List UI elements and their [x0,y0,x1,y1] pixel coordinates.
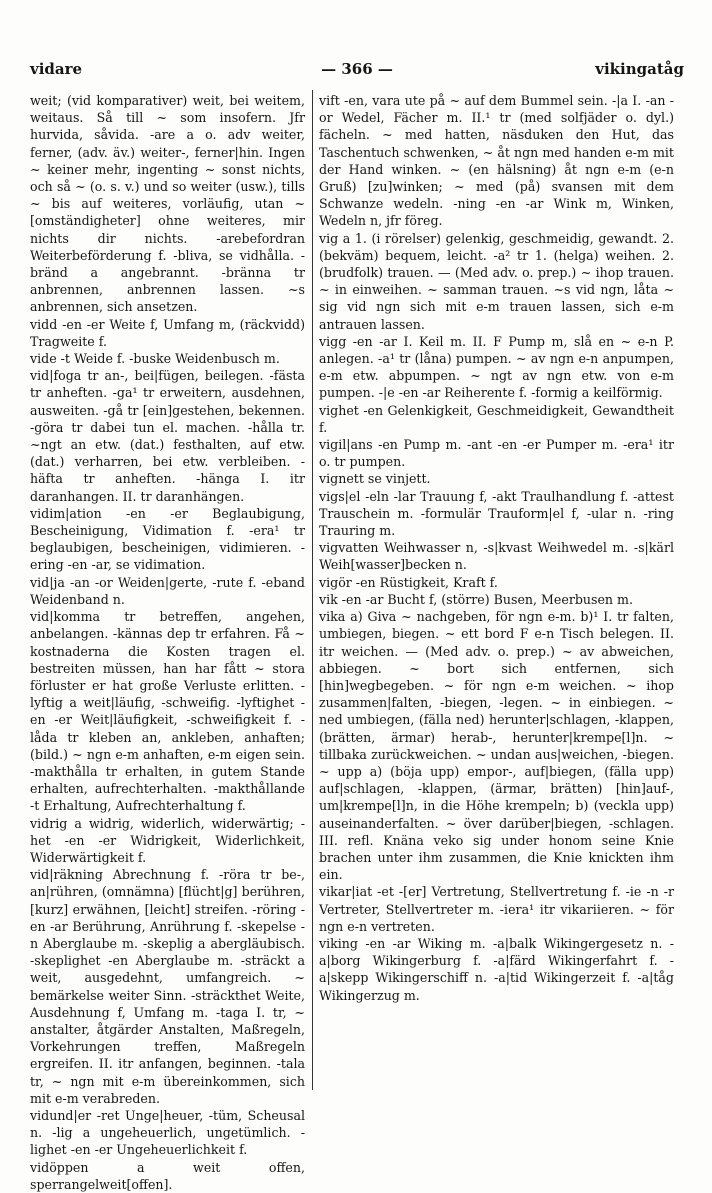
dictionary-entry: vigil|ans -en Pump m. -ant -en -er Pumper m. -era¹ itr o. tr pumpen. [319,437,674,470]
dictionary-entry: vidim|ation -en -er Beglaubigung, Bescheinigung, Vidimation f. -era¹ tr beglaubigen, bescheinigen, vidimieren. -ering -en -ar, se vidimation. [30,505,305,573]
header-left-guideword: vidare [30,60,83,78]
dictionary-entry: vid|foga tr an-, bei|fügen, beilegen. -fästa tr anheften. -ga¹ tr erweitern, ausdehnen, ausweiten. -gå tr [ein]gestehen, bekennen. -göra tr dabei tun el. machen. -hålla tr. ~ngt an etw. (dat.) festhalten, auf etw. (dat.) verharren, bei etw. verbleiben. -häfta tr anheften. -hänga I. itr daranhangen. II. tr daranhängen. [30,368,305,504]
dictionary-entry: vidd -en -er Weite f, Umfang m, (räckvidd) Tragweite f. [30,316,305,349]
dictionary-entry: vigg -en -ar I. Keil m. II. F Pump m, slå en ~ e-n P. anlegen. -a¹ tr (låna) pumpen. ~ av ngn e-n anpumpen, e-m etw. abpumpen. ~ ngt av ngn etw. von e-m pumpen. -|e -en -ar Reiherente f. -formig a keilförmig. [319,333,674,401]
dictionary-entry: vift -en, vara ute på ~ auf dem Bummel sein. -|a I. -an -or Wedel, Fächer m. II.¹ tr (med solfjäder o. dyl.) fächeln. ~ med hatten, näsduken den Hut, das Taschentuch schwenken, ~ åt ngn med handen e-m mit der Hand winken. ~ (en hälsning) åt ngn e-m (e-n Gruß) [zu]winken; ~ med (på) svansen mit dem Schwanze wedeln. -ning -en -ar Wink m, Winken, Wedeln n, jfr föreg. [319,93,674,229]
dictionary-entry: vid|räkning Abrechnung f. -röra tr be-, an|rühren, (omnämna) [flücht|g] berühren, [kurz] erwähnen, [leicht] streifen. -röring -en -ar Berührung, Anrührung f. -skepelse -n Aberglaube m. -skeplig a abergläubisch. -skeplighet -en Aberglaube m. -sträckt a weit, ausgedehnt, umfangreich. ~ bemärkelse weiter Sinn. -sträckthet Weite, Ausdehnung f, Umfang m. -taga I. tr, ~ anstalter, åtgärder Anstalten, Maßregeln, Vorkehrungen treffen, Maßregeln ergreifen. II. itr anfangen, beginnen. -tala tr, ~ ngn mit e-m übereinkommen, sich mit e-m verabreden. [30,867,305,1106]
dictionary-entry: vide -t Weide f. -buske Weidenbusch m. [30,351,280,367]
dictionary-entry: vig a 1. (i rörelser) gelenkig, geschmeidig, gewandt. 2. (bekväm) bequem, leicht. -a² tr 1. (helga) weihen. 2. (brudfolk) trauen. — (Med adv. o. prep.) ~ ihop trauen. ~ in einweihen. ~ samman trauen. ~s vid ngn, låta ~ sig vid ngn sich mit e-m trauen lassen, sich e-m antrauen lassen. [319,230,674,332]
column-divider [312,90,313,1090]
dictionary-entry: vigör -en Rüstigkeit, Kraft f. [319,574,498,590]
dictionary-entry: vik -en -ar Bucht f, (större) Busen, Meerbusen m. [319,591,633,607]
dictionary-entry: vid|komma tr betreffen, angehen, anbelangen. -kännas dep tr erfahren. Få ~ kostnaderna die Kosten tragen el. bestreiten müssen, han har fått ~ stora förluster er hat große Verluste erlitten. -lyftig a weit|läufig, -schweifig. -lyftighet -en -er Weit|läufigkeit, -schweifigkeit f. -låda tr kleben an, ankleben, anhaften; (bild.) ~ ngn e-m anhaften, e-m eigen sein. -makthålla tr erhalten, in gutem Stande erhalten, aufrechterhalten. -makthållande -t Erhaltung, Aufrechterhaltung f. [30,609,305,814]
dictionary-entry: vigvatten Weihwasser n, -s|kvast Weihwedel m. -s|kärl Weih[wasser]becken n. [319,540,674,573]
page-header [30,60,684,84]
dictionary-entry: vidund|er -ret Unge|heuer, -tüm, Scheusal n. -lig a ungeheuerlich, ungetümlich. -lighet -en -er Ungeheuerlichkeit f. [30,1107,305,1158]
dictionary-entry: weit; (vid komparativer) weit, bei weitem, weitaus. Så till ~ som insofern. Jfr hurvida, såvida. -are a o. adv weiter, ferner, (adv. äv.) weiter-, ferner|hin. Ingen ~ keiner mehr, ingenting ~ sonst nichts, och så ~ (o. s. v.) und so weiter (usw.), tills ~ bis auf weiteres, vorläufig, utan ~ [omständigheter] ohne weiteres, mir nichts dir nichts. -arebefordran Weiterbeförderung f. -bliva, se vidhålla. -bränd a angebrannt. -bränna tr anbrennen, anbrennen lassen. ~s anbrennen, sich ansetzen. [30,93,305,315]
right-column [319,92,674,1004]
left-column [30,92,305,1193]
dictionary-entry: vidrig a widrig, widerlich, widerwärtig; -het -en -er Widrigkeit, Widerlichkeit, Widerwärtigkeit f. [30,815,305,865]
dictionary-entry: vighet -en Gelenkigkeit, Geschmeidigkeit, Gewandtheit f. [319,402,674,435]
header-right-guideword: vikingatåg [595,60,684,78]
dictionary-entry: vid|ja -an -or Weiden|gerte, -rute f. -eband Weidenband n. [30,574,305,607]
dictionary-entry: viking -en -ar Wiking m. -a|balk Wikingergesetz n. -a|borg Wikingerburg f. -a|färd Wikingerfahrt f. -a|skepp Wikingerschiff n. -a|tid Wikingerzeit f. -a|tåg Wikingerzug m. [319,935,674,1003]
page-number: — 366 — [321,60,393,78]
dictionary-entry: vignett se vinjett. [319,471,431,487]
dictionary-entry: vikar|iat -et -[er] Vertretung, Stellvertretung f. -ie -n -r Vertreter, Stellvertreter m. -iera¹ itr vikariieren. ~ för ngn e-n vertreten. [319,884,674,934]
dictionary-entry: vigs|el -eln -lar Trauung f, -akt Traulhandlung f. -attest Trauschein m. -formulär Trauform|el f, -ular n. -ring Trauring m. [319,488,674,539]
dictionary-entry: vidöppen a weit offen, sperrangelweit[offen]. [30,1159,305,1192]
dictionary-entry: vika a) Giva ~ nachgeben, för ngn e-m. b)¹ I. tr falten, umbiegen, biegen. ~ ett bord F e-n Tisch belegen. II. itr weichen. — (Med adv. o. prep.) ~ av abweichen, abbiegen. ~ bort sich entfernen, sich [hin]wegbegeben. ~ för ngn e-m weichen. ~ ihop zusammen|falten, -biegen, -legen. ~ in einbiegen. ~ ned umbiegen, (fälla ned) herunter|schlagen, -klappen, (brätten, ärmar) herab-, herunter|krempe[l]n. ~ tillbaka zurückweichen. ~ undan aus|weichen, -biegen. ~ upp a) (böja upp) empor-, auf|biegen, (fälla upp) auf|schlagen, -klappen, (ärmar, brätten) [hin]auf-, um|krempe[l]n, in die Höhe krempeln; b) (veckla upp) auseinanderfalten. ~ över darüber|biegen, -schlagen. III. refl. Knäna veko sig under honom seine Knie brachen unter ihm zusammen, die Knie knickten ihm ein. [319,609,674,883]
